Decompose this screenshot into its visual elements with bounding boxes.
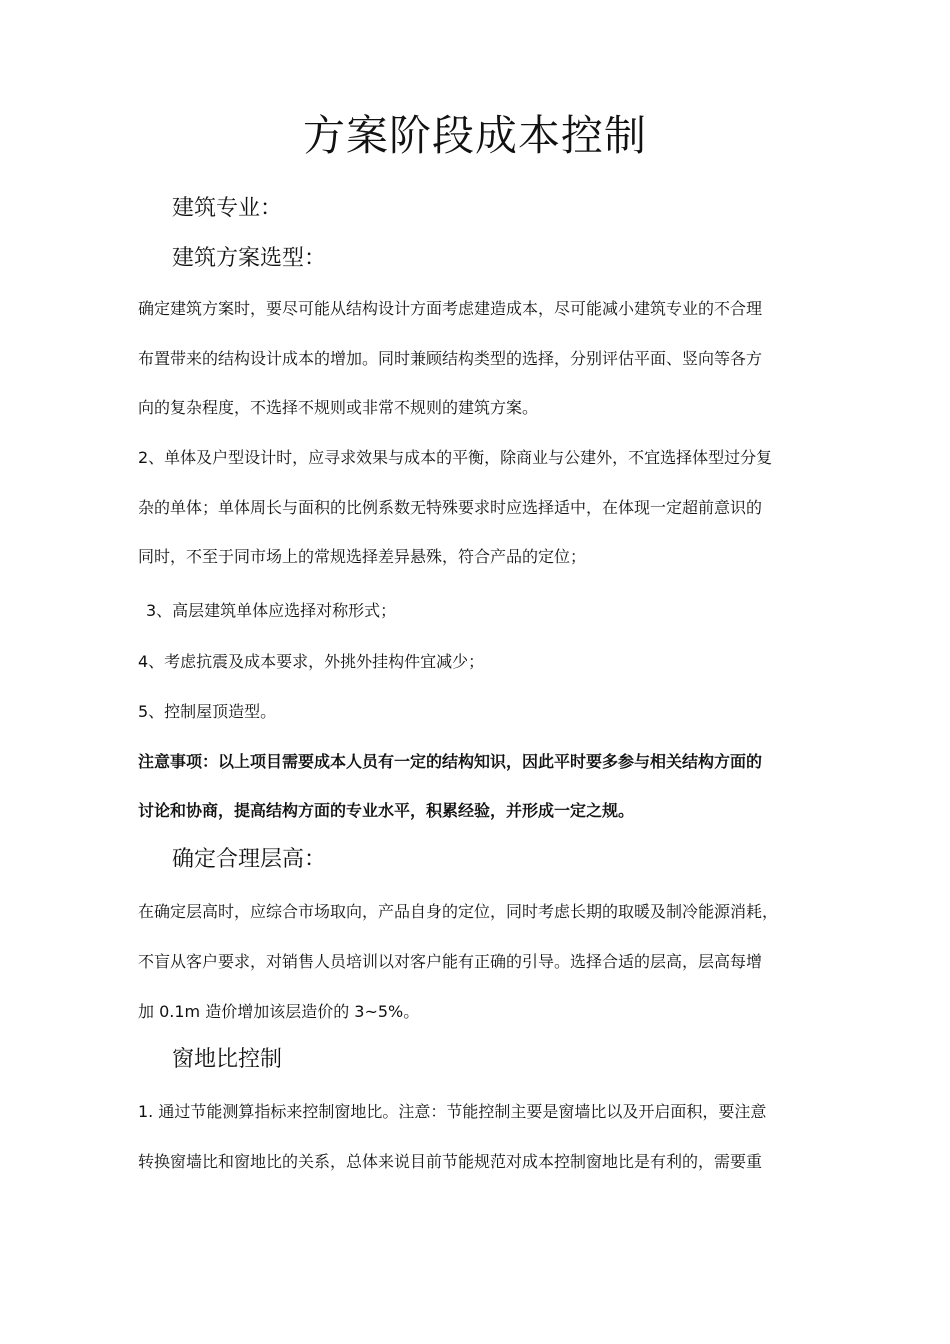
document-title: 方案阶段成本控制 (302, 111, 647, 160)
heading-window-ratio: 窗地比控制 (172, 1047, 283, 1072)
paragraph-line: 转换窗墙比和窗地比的关系，总体来说目前节能规范对成本控制窗地比是有利的，需要重 (138, 1152, 763, 1171)
list-item-4: 4、考虑抗震及成本要求，外挑外挂构件宜减少； (138, 652, 485, 671)
heading-scheme-selection: 建筑方案选型： (172, 246, 327, 271)
list-item-5: 5、控制屋顶造型。 (138, 702, 277, 721)
heading-architecture: 建筑专业： (172, 196, 283, 221)
paragraph-line: 不盲从客户要求，对销售人员培训以对客户能有正确的引导。选择合适的层高，层高每增 (138, 952, 763, 971)
paragraph-line: 确定建筑方案时，要尽可能从结构设计方面考虑建造成本，尽可能减小建筑专业的不合理 (138, 299, 763, 318)
paragraph-line: 布置带来的结构设计成本的增加。同时兼顾结构类型的选择，分别评估平面、竖向等各方 (138, 349, 763, 368)
list-item-2-line: 同时，不至于同市场上的常规选择差异悬殊，符合产品的定位； (138, 547, 587, 566)
notice-line: 注意事项：以上项目需要成本人员有一定的结构知识，因此平时要多参与相关结构方面的 (138, 752, 763, 771)
list-item-2-line: 2、单体及户型设计时，应寻求效果与成本的平衡，除商业与公建外，不宜选择体型过分复 (138, 448, 773, 467)
list-item-3: 3、高层建筑单体应选择对称形式； (146, 601, 397, 620)
paragraph-line: 1. 通过节能测算指标来控制窗地比。注意：节能控制主要是窗墙比以及开启面积，要注意 (138, 1102, 767, 1121)
paragraph-line: 向的复杂程度，不选择不规则或非常不规则的建筑方案。 (138, 398, 539, 417)
list-item-2-line: 杂的单体；单体周长与面积的比例系数无特殊要求时应选择适中，在体现一定超前意识的 (138, 498, 763, 517)
paragraph-line: 加 0.1m 造价增加该层造价的 3~5%。 (138, 1002, 420, 1021)
heading-floor-height: 确定合理层高： (172, 847, 327, 872)
notice-line: 讨论和协商，提高结构方面的专业水平，积累经验，并形成一定之规。 (138, 801, 635, 820)
paragraph-line: 在确定层高时，应综合市场取向，产品自身的定位，同时考虑长期的取暖及制冷能源消耗， (138, 902, 779, 921)
